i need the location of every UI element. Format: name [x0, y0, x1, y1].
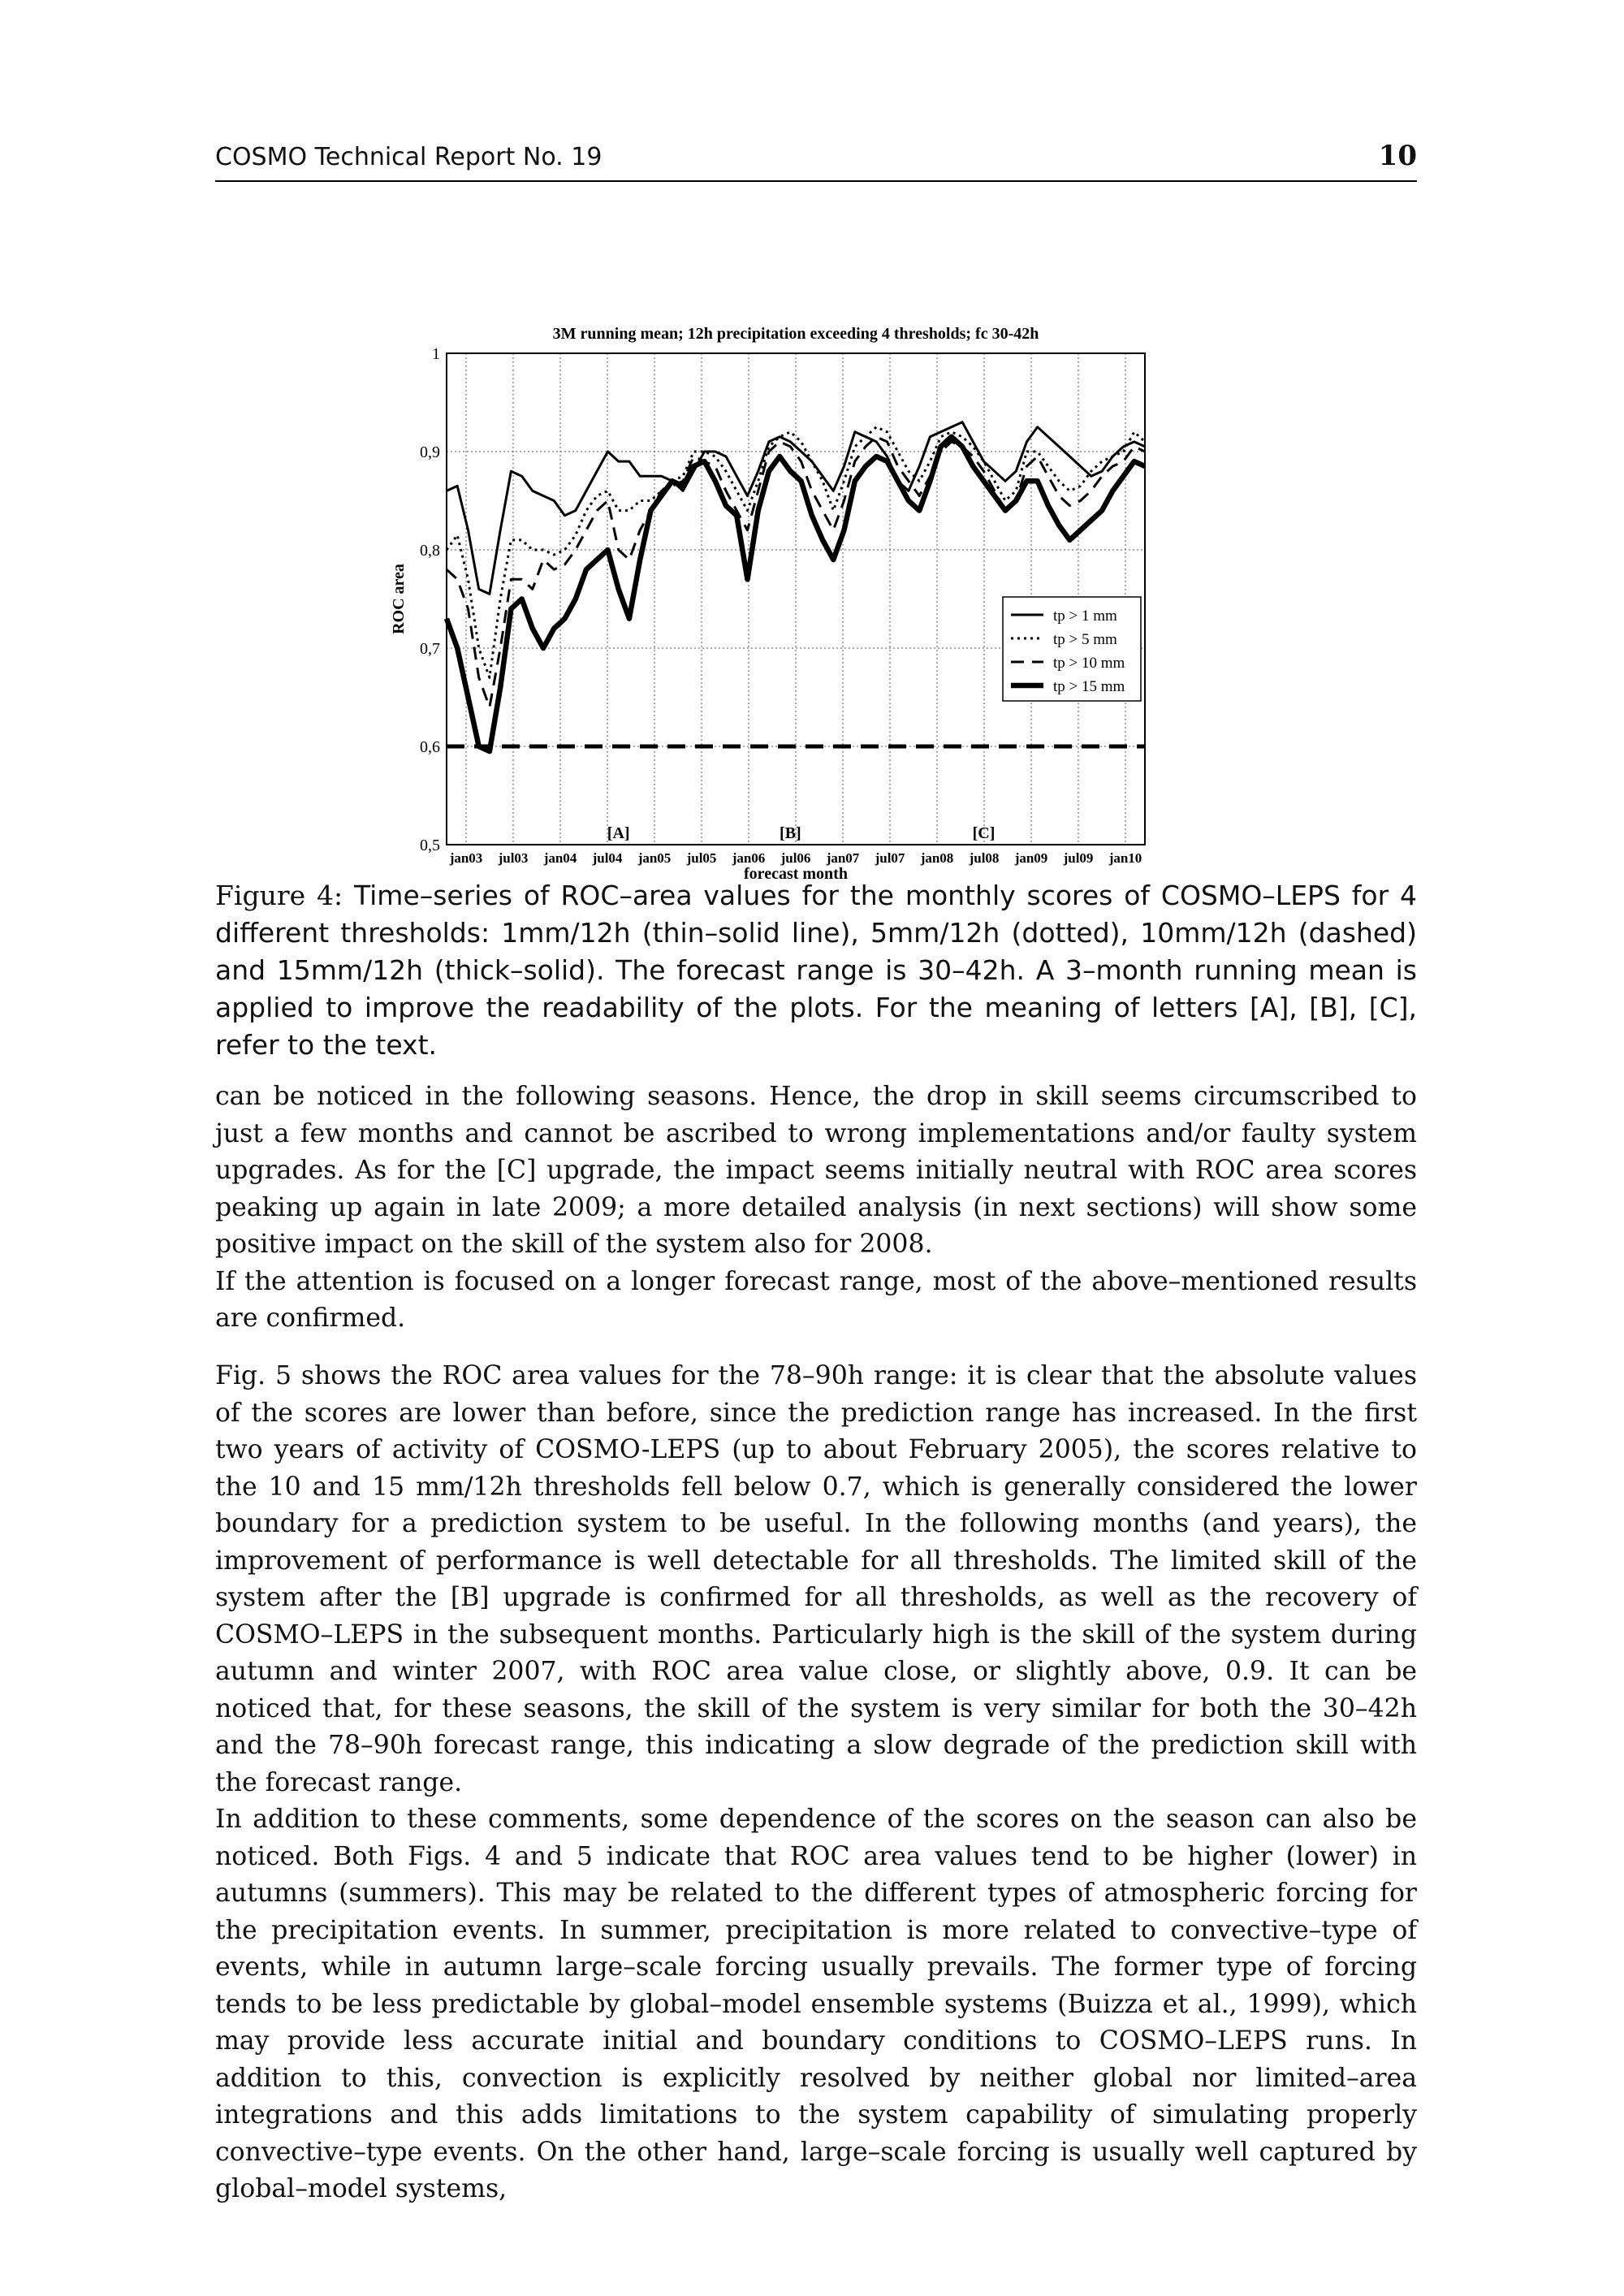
roc-area-chart [369, 313, 1214, 881]
x-tick-label: jul06 [780, 850, 811, 866]
annotation-label: [C] [972, 824, 996, 842]
x-tick-label: jan03 [449, 850, 483, 866]
x-tick-label: jul07 [875, 850, 905, 866]
x-tick-label: jan07 [826, 850, 860, 866]
paragraph: In addition to these comments, some dependence of the scores on the season can also be noticed. Both Figs. 4 and 5 indicate that ROC area values tend to be higher (lower) in autumns (summers). This may be related to the different types of atmospheric forcing for the precipitation events. In summer, precipitation is more related to convective–type of events, while in autumn large–scale forcing usually prevails. The former type of forcing tends to be less predictable by global–model ensemble systems (Buizza et al., 1999), which may provide less accurate initial and boundary conditions to COSMO–LEPS runs. In addition to this, convection is explicitly resolved by neither global nor limited–area integrations and this adds limitations to the system capability of simulating properly convective–type events. On the other hand, large–scale forcing is usually well captured by global–model systems, [215, 1805, 1417, 2203]
y-tick-label: 0,6 [420, 738, 440, 756]
y-tick-label: 0,9 [420, 443, 440, 461]
annotation-label: [A] [607, 824, 630, 842]
legend-label: tp > 5 mm [1053, 631, 1117, 648]
report-title: COSMO Technical Report No. 19 [215, 143, 603, 171]
x-axis-label: forecast month [744, 865, 848, 881]
x-tick-label: jul09 [1063, 850, 1094, 866]
paragraph: If the attention is focused on a longer forecast range, most of the above–mentioned results are confirmed. [215, 1266, 1417, 1333]
x-tick-label: jul04 [592, 850, 623, 866]
legend-label: tp > 1 mm [1053, 608, 1117, 625]
y-tick-label: 0,5 [420, 837, 440, 854]
x-tick-label: jan10 [1108, 850, 1142, 866]
y-axis-label: ROC area [390, 564, 408, 634]
y-tick-label: 1 [432, 345, 440, 363]
body-text-lower [215, 1358, 1417, 2208]
paragraph: Fig. 5 shows the ROC area values for the 78–90h range: it is clear that the absolute values of the scores are lower than before, since the prediction range has increased. In the first two years of activity of COSMO-LEPS (up to about February 2005), the scores relative to the 10 and 15 mm/12h thresholds fell below 0.7, which is generally considered the lower boundary for a prediction system to be useful. In the following months (and years), the improvement of performance is well detectable for all thresholds. The limited skill of the system after the [B] upgrade is confirmed for all thresholds, as well as the recovery of COSMO–LEPS in the subsequent months. Particularly high is the skill of the system during autumn and winter 2007, with ROC area value close, or slightly above, 0.9. It can be noticed that, for these seasons, the skill of the system is very similar for both the 30–42h and the 78–90h forecast range, this indicating a slow degrade of the prediction skill with the forecast range. [215, 1361, 1417, 1797]
x-tick-labels [449, 850, 1142, 866]
y-tick-labels [420, 345, 440, 854]
paragraph: can be noticed in the following seasons. Hence, the drop in skill seems circumscribed to just a few months and cannot be ascribed to wrong implementations and/or faulty system upgrades. As for the [C] upgrade, the impact seems initially neutral with ROC area scores peaking up again in late 2009; a more detailed analysis (in next sections) will show some positive impact on the skill of the system also for 2008. [215, 1082, 1417, 1259]
chart-legend [1003, 597, 1141, 701]
x-tick-label: jan06 [732, 850, 766, 866]
x-tick-label: jul03 [498, 850, 529, 866]
figure-caption-text: Time–series of ROC–area values for the monthly scores of COSMO–LEPS for 4 different thresholds: 1mm/12h (thin–solid line), 5mm/12h (dotted), 10mm/12h (dashed) and 15mm/12h (thick–solid). The forecast range is 30–42h. A 3–month running mean is applied to improve the readability of the plots. For the meaning of letters [A], [B], [C], refer to the text. [215, 880, 1417, 1061]
x-tick-label: jan04 [543, 850, 577, 866]
x-tick-label: jan08 [920, 850, 954, 866]
x-tick-label: jan09 [1014, 850, 1048, 866]
chart-title: 3M running mean; 12h precipitation exceeding 4 thresholds; fc 30-42h [552, 325, 1039, 343]
annotation-label: [B] [780, 824, 801, 842]
figure-caption [215, 877, 1417, 1064]
x-tick-label: jul08 [969, 850, 1000, 866]
legend-label: tp > 10 mm [1053, 655, 1125, 672]
page-header [215, 140, 1417, 182]
figure-label: Figure 4: [215, 880, 343, 911]
y-tick-label: 0,8 [420, 542, 440, 560]
legend-label: tp > 15 mm [1053, 678, 1125, 695]
x-tick-label: jan05 [637, 850, 672, 866]
body-text-upper [215, 1079, 1417, 1338]
y-tick-label: 0,7 [420, 640, 440, 658]
x-tick-label: jul05 [686, 850, 717, 866]
page-number: 10 [1378, 140, 1417, 172]
